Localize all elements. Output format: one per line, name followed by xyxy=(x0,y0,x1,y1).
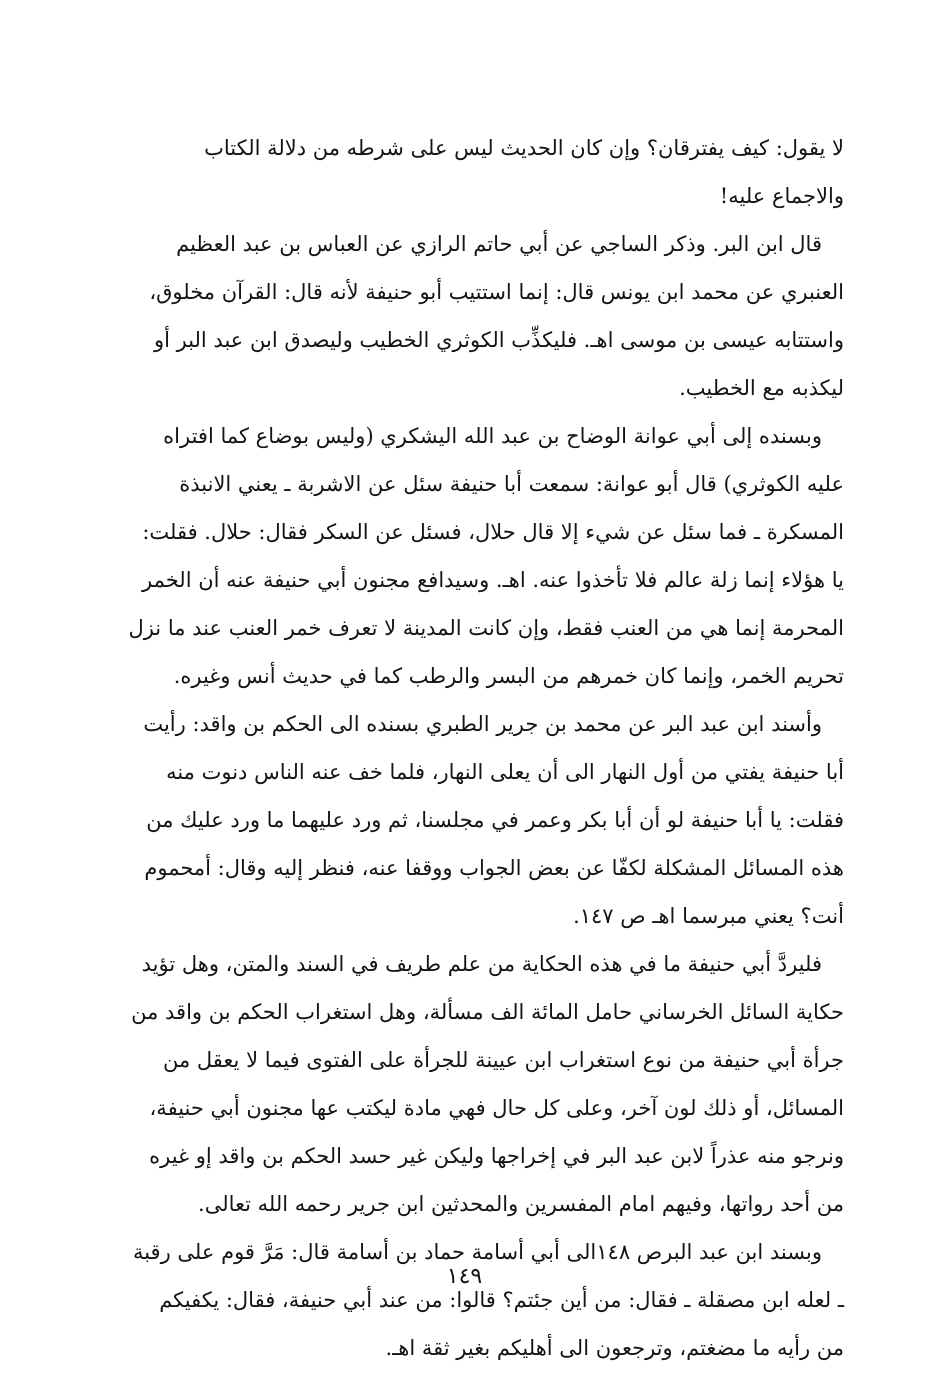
body-text xyxy=(128,124,844,1372)
paragraph-1: لا يقول: كيف يفترقان؟ وإن كان الحديث ليس على شرطه من دلالة الكتاب والاجماع عليه! xyxy=(204,136,844,208)
paragraph-5: فليردَّ أبي حنيفة ما في هذه الحكاية من علم طريف في السند والمتن، وهل تؤيد حكاية السائل الخرساني حامل المائة الف مسألة، وهل استغراب الحكم بن واقد من جرأة أبي حنيفة من نوع استغراب ابن عيينة للجرأة على الفتوى فيما لا يعقل من المسائل، أو ذلك لون آخر، وعلى كل حال فهي مادة ليكتب عها مجنون أبي حنيفة، ونرجو منه عذراً لابن عبد البر في إخراجها وليكن غير حسد الحكم بن واقد إو غيره من أحد رواتها، وفيهم امام المفسرين والمحدثين ابن جرير رحمه الله تعالى. xyxy=(131,952,844,1216)
paragraph-3: وبسنده إلى أبي عوانة الوضاح بن عبد الله اليشكري (وليس بوضاع كما افتراه عليه الكوثري) قال أبو عوانة: سمعت أبا حنيفة سئل عن الاشربة ـ يعني الانبذة المسكرة ـ فما سئل عن شيء إلا قال حلال، فسئل عن السكر فقال: حلال. فقلت: يا هؤلاء إنما زلة عالم فلا تأخذوا عنه. اهـ. وسيدافع مجنون أبي حنيفة عنه أن الخمر المحرمة إنما هي من العنب فقط، وإن كانت المدينة لا تعرف خمر العنب عند ما نزل تحريم الخمر، وإنما كان خمرهم من البسر والرطب كما في حديث أنس وغيره. xyxy=(128,424,844,688)
page-number: ١٤٩ xyxy=(446,1264,483,1289)
paragraph-4: وأسند ابن عبد البر عن محمد بن جرير الطبري بسنده الى الحكم بن واقد: رأيت أبا حنيفة يفتي من أول النهار الى أن يعلى النهار، فلما خف عنه الناس دنوت منه فقلت: يا أبا حنيفة لو أن أبا بكر وعمر في مجلسنا، ثم ورد عليهما ما ورد عليك من هذه المسائل المشكلة لكفّا عن بعض الجواب ووقفا عنه، فنظر إليه وقال: أمحموم أنت؟ يعني مبرسما اهـ ص ١٤٧. xyxy=(143,712,844,928)
paragraph-2: قال ابن البر. وذكر الساجي عن أبي حاتم الرازي عن العباس بن عبد العظيم العنبري عن محمد ابن يونس قال: إنما استتيب أبو حنيفة لأنه قال: القرآن مخلوق، واستتابه عيسى بن موسى اهـ. فليكذِّب الكوثري الخطيب وليصدق ابن عبد البر أو ليكذبه مع الخطيب. xyxy=(149,232,844,400)
paragraph-6: وبسند ابن عبد البرص ١٤٨الى أبي أسامة حماد بن أسامة قال: مَرَّ قوم على رقبة ـ لعله ابن مصقلة ـ فقال: من أين جئتم؟ قالوا: من عند أبي حنيفة، فقال: يكفيكم من رأيه ما مضغتم، وترجعون الى أهليكم بغير ثقة اهـ. xyxy=(132,1240,844,1360)
